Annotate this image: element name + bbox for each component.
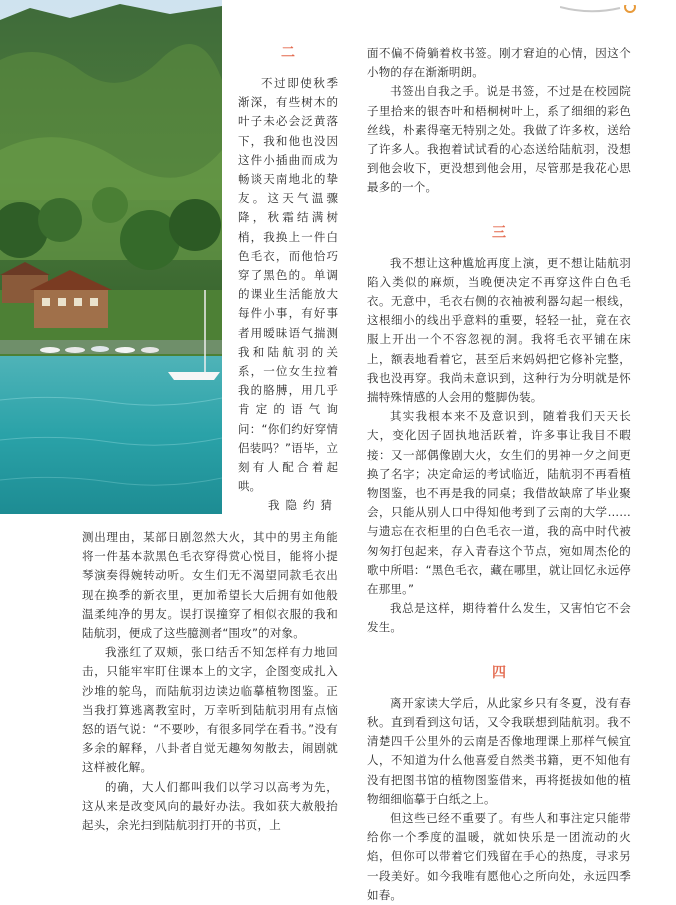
section-3-paragraph: 我不想让这种尴尬再度上演，更不想让陆航羽陷入类似的麻烦，当晚便决定不再穿这件白色毛衣。无意中，毛衣右侧的衣袖被利器勾起一根线，这根细小的线出乎意料的重要，轻轻一扯，竟在衣服上开出一个不容忽视的洞。我将毛衣平铺在床上，额表地看着它，甚至后来妈妈把它修补完整，我也没再穿。我尚未意识到，这种行为分明就是怀揣特殊情感的人会用的蹩脚伪装。 bbox=[367, 255, 631, 405]
section-2-paragraph: 我涨红了双颊，张口结舌不知怎样有力地回击，只能牢牢盯住课本上的文字，企图变成扎入沙堆的鸵鸟，而陆航羽边读边临摹植物图鉴。正当我打算逃离教室时，万幸听到陆航羽用有点恼怒的语气说：“不要吵，有很多同学在看书。”没有多余的解释，八卦者自觉无趣匆匆散去，闹剧就这样被化解。 bbox=[82, 645, 338, 775]
section-4-title: 四 bbox=[492, 664, 506, 681]
section-3-paragraph: 我总是这样，期待着什么发生，又害怕它不会发生。 bbox=[367, 601, 631, 635]
section-3-paragraph: 其实我根本来不及意识到，随着我们天天长大，变化因子固执地活跃着，许多事让我目不暇接：又一部偶像剧大火，女生们的男神一夕之间更换了名字；决定命运的考试临近，陆航羽不再看植物图鉴，也不再是我的同桌；我借故缺席了毕业聚会，只能从别人口中得知他考到了云南的大学……与遗忘在衣柜里的白色毛衣一道，我的高中时代被匆匆打包起来，存入青春这个节点，宛如周杰伦的歌中所唱：“黑色毛衣，藏在哪里，就让回忆永远停在那里。” bbox=[367, 409, 631, 597]
section-2-title: 二 bbox=[281, 45, 295, 61]
section-2-paragraph-continued: 测出理由，某部日剧忽然大火，其中的男主角能将一件基本款黑色毛衣穿得赏心悦目，能将小提琴演奏得婉转动听。女生们无不渴望同款毛衣出现在换季的新衣里，更加希望长大后拥有如他般温柔纯净的男友。误打误撞穿了相似衣服的我和陆航羽，便成了这些臆测者“围攻”的对象。 bbox=[82, 530, 338, 641]
section-2-paragraph: 的确，大人们都叫我们以学习以高考为先，这从来是改变风向的最好办法。我如获大赦般抬起头，余光扫到陆航羽打开的书页，上 bbox=[82, 779, 338, 833]
left-narrow-column bbox=[238, 44, 338, 516]
section-4-paragraph: 离开家读大学后，从此家乡只有冬夏，没有春秋。直到看到这句话，又令我联想到陆航羽。我不清楚四千公里外的云南是否像地理课上那样气候宜人，不知道为什么他喜爱自然类书籍，更不知他有没有把图书馆的植物图鉴借来，再将挺拔如他的植物细细临摹于白纸之上。 bbox=[367, 695, 631, 806]
section-3-title: 三 bbox=[492, 224, 506, 241]
section-2-paragraph: 不过即使秋季渐深，有些树木的叶子未必会泛黄落下，我和他也没因这件小插曲而成为畅谈天南地北的挚友。这天气温骤降，秋霜结满树梢，我换上一件白色毛衣，而他恰巧穿了黑色的。单调的课业生活能放大每件小事，有好事者用暧昧语气揣测我和陆航羽的关系，一位女生拉着我的胳膊，用几乎肯定的语气询问：“你们约好穿情侣装吗？”语毕，立刻有人配合着起哄。 bbox=[238, 76, 338, 494]
section-2-paragraph-continued: 面不偏不倚躺着枚书签。刚才窘迫的心情，因这个小物的存在渐渐明朗。 bbox=[367, 46, 631, 80]
lakeside-photo bbox=[0, 0, 222, 514]
section-2-paragraph: 书签出自我之手。说是书签，不过是在校园院子里拾来的银杏叶和梧桐树叶上，系了细细的彩色丝线，朴素得毫无特别之处。我做了许多枚，送给了许多人。我抱着试试看的心态送给陆航羽，没想到他会收下，更没想到他会用，尽管那是我花心思最多的一个。 bbox=[367, 84, 631, 195]
section-4-paragraph: 但这些已经不重要了。有些人和事注定只能带给你一个季度的温暖，就如快乐是一团流动的火焰，但你可以带着它们残留在手心的热度，寻求另一段美好。如今我唯有愿他心之所向处，永远四季如春。 bbox=[367, 810, 631, 902]
section-2-paragraph-start: 我隐约猜 bbox=[268, 498, 338, 513]
left-wide-column bbox=[82, 528, 338, 835]
header-decoration bbox=[560, 0, 650, 10]
right-column bbox=[367, 44, 631, 905]
